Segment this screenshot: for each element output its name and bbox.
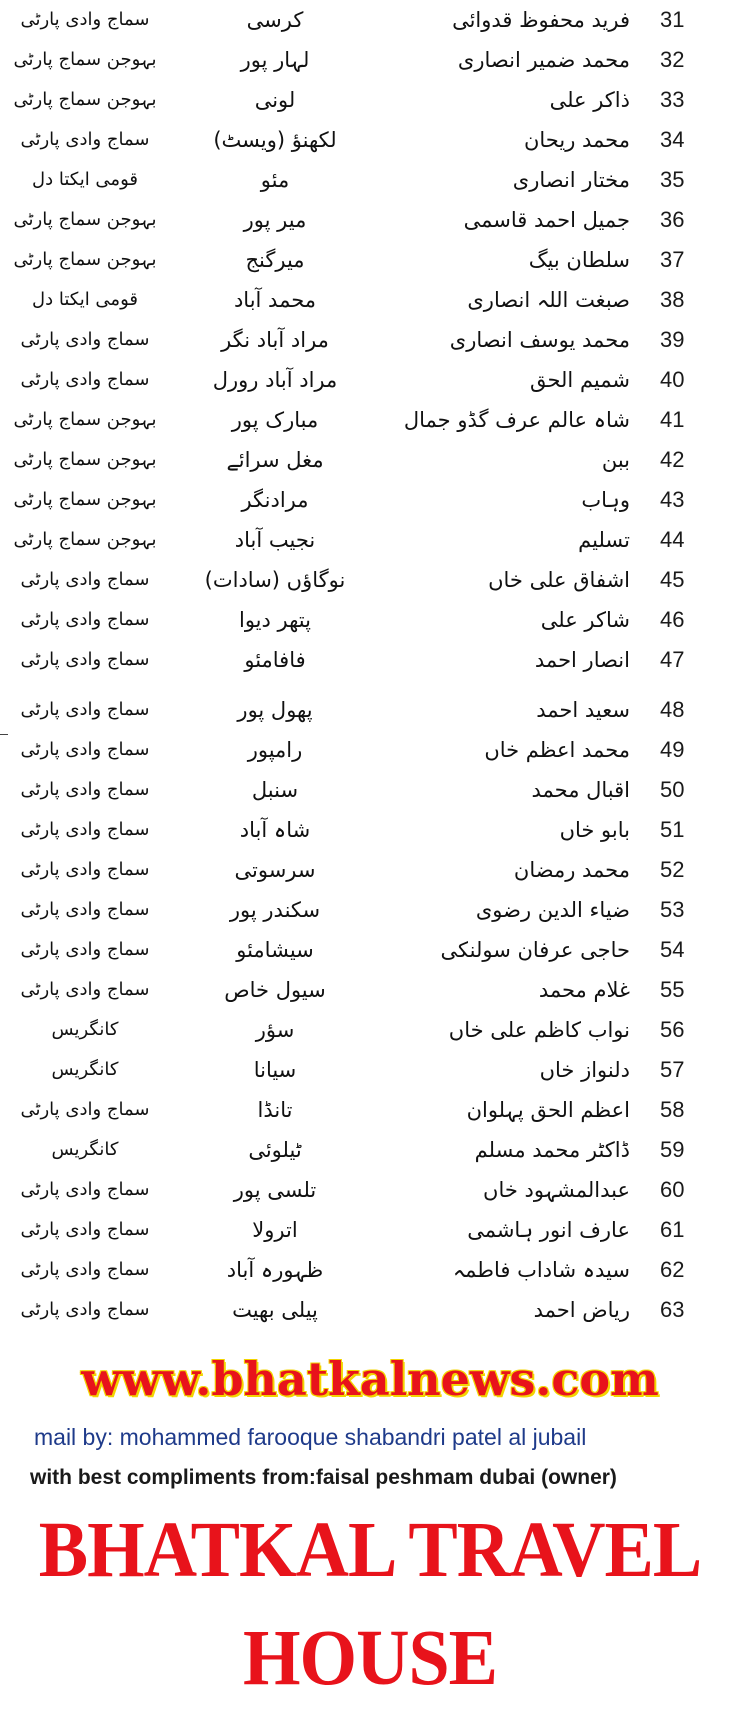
constituency-name: پتھر دیوا — [238, 608, 311, 632]
row-number: 49 — [660, 737, 685, 762]
candidate-name: محمد رمضان — [513, 858, 630, 882]
row-number: 56 — [660, 1017, 685, 1042]
brand-title: BHATKAL TRAVEL HOUSE — [38, 1505, 702, 1703]
constituency-name: پھول پور — [237, 698, 313, 722]
row-number: 43 — [660, 487, 685, 512]
table-row — [0, 1290, 740, 1330]
party-name: کانگریس — [51, 1139, 119, 1160]
table-row — [0, 160, 740, 200]
party-name: بہوجن سماج پارٹی — [13, 449, 157, 470]
candidate-name: مختار انصاری — [512, 168, 630, 192]
party-name: قومی ایکتا دل — [32, 169, 138, 190]
candidate-name: اشفاق علی خاں — [488, 568, 630, 592]
constituency-name: شاہ آباد — [239, 818, 311, 842]
candidate-name: جمیل احمد قاسمی — [463, 208, 630, 232]
constituency-name: ٹیلوئی — [248, 1138, 302, 1162]
table-row — [0, 1050, 740, 1090]
row-number: 57 — [660, 1057, 685, 1082]
row-number: 48 — [660, 697, 685, 722]
table-row — [0, 320, 740, 360]
table-row — [0, 560, 740, 600]
party-name: سماج وادی پارٹی — [20, 569, 150, 590]
table-row — [0, 520, 740, 560]
constituency-name: میر پور — [243, 208, 307, 232]
table-row — [0, 850, 740, 890]
party-name: بہوجن سماج پارٹی — [13, 529, 157, 550]
mail-credit: mail by: mohammed farooque shabandri patel al jubail — [34, 1424, 587, 1450]
constituency-name: ظہورہ آباد — [226, 1258, 324, 1282]
table-row — [0, 360, 740, 400]
table-row — [0, 970, 740, 1010]
table-row — [0, 480, 740, 520]
table-row — [0, 40, 740, 80]
party-name: سماج وادی پارٹی — [20, 779, 150, 800]
party-name: سماج وادی پارٹی — [20, 1299, 150, 1320]
party-name: سماج وادی پارٹی — [20, 899, 150, 920]
table-row — [0, 1170, 740, 1210]
row-number: 35 — [660, 167, 685, 192]
party-name: بہوجن سماج پارٹی — [13, 249, 157, 270]
constituency-name: لہار پور — [240, 48, 310, 72]
party-name: سماج وادی پارٹی — [20, 609, 150, 630]
constituency-name: تلسی پور — [233, 1178, 317, 1202]
party-name: سماج وادی پارٹی — [20, 939, 150, 960]
table-row — [0, 240, 740, 280]
row-number: 61 — [660, 1217, 685, 1242]
constituency-name: نوگاؤں (سادات) — [204, 568, 346, 592]
table-row — [0, 280, 740, 320]
table-row — [0, 600, 740, 640]
constituency-name: سیشامئو — [236, 938, 314, 962]
party-name: سماج وادی پارٹی — [20, 699, 150, 720]
table-row — [0, 730, 740, 770]
party-name: سماج وادی پارٹی — [20, 9, 150, 30]
candidate-name: اقبال محمد — [531, 778, 630, 802]
party-name: سماج وادی پارٹی — [20, 129, 150, 150]
candidate-name: عبدالمشہود خاں — [483, 1178, 630, 1202]
constituency-name: رامپور — [247, 738, 303, 762]
constituency-name: فافامئو — [244, 648, 306, 672]
row-gap — [0, 680, 740, 690]
party-name: بہوجن سماج پارٹی — [13, 209, 157, 230]
row-number: 55 — [660, 977, 685, 1002]
party-name: سماج وادی پارٹی — [20, 859, 150, 880]
table-row — [0, 1210, 740, 1250]
table-row — [0, 440, 740, 480]
row-number: 47 — [660, 647, 685, 672]
candidate-name: ذاکر علی — [549, 88, 630, 112]
party-name: سماج وادی پارٹی — [20, 329, 150, 350]
party-name: سماج وادی پارٹی — [20, 819, 150, 840]
row-number: 60 — [660, 1177, 685, 1202]
row-number: 52 — [660, 857, 685, 882]
party-name: بہوجن سماج پارٹی — [13, 409, 157, 430]
candidate-name: محمد اعظم خاں — [484, 738, 630, 762]
row-number: 32 — [660, 47, 685, 72]
party-name: قومی ایکتا دل — [32, 289, 138, 310]
candidate-name: شمیم الحق — [529, 368, 630, 392]
table-row — [0, 200, 740, 240]
row-number: 54 — [660, 937, 685, 962]
constituency-name: پیلی بھیت — [232, 1298, 318, 1322]
row-number: 44 — [660, 527, 685, 552]
table-row — [0, 640, 740, 680]
constituency-name: سنبل — [251, 778, 299, 802]
candidate-name: محمد ضمیر انصاری — [457, 48, 630, 72]
candidate-name: سعید احمد — [536, 698, 630, 722]
constituency-name: لونی — [254, 88, 296, 112]
candidate-name: ضیاء الدین رضوی — [475, 898, 630, 922]
party-name: سماج وادی پارٹی — [20, 739, 150, 760]
candidate-name: دلنواز خاں — [539, 1058, 630, 1082]
constituency-name: کرسی — [246, 8, 304, 32]
table-row — [0, 1250, 740, 1290]
candidate-name: تسلیم — [578, 528, 630, 552]
party-name: بہوجن سماج پارٹی — [13, 89, 157, 110]
table-row — [0, 0, 740, 40]
table-row — [0, 890, 740, 930]
constituency-name: مراد آباد نگر — [221, 328, 329, 352]
candidate-name: بابو خاں — [559, 818, 630, 842]
row-number: 41 — [660, 407, 685, 432]
candidate-name: غلام محمد — [538, 978, 630, 1002]
table-row — [0, 400, 740, 440]
row-number: 46 — [660, 607, 685, 632]
row-number: 40 — [660, 367, 685, 392]
constituency-name: مبارک پور — [231, 408, 319, 432]
constituency-name: مراد آباد رورل — [212, 368, 338, 392]
margin-tick — [0, 734, 8, 735]
party-name: کانگریس — [51, 1059, 119, 1080]
candidate-name: وہاب — [581, 488, 630, 512]
constituency-name: لکھنؤ (ویسٹ) — [213, 128, 337, 152]
constituency-name: سرسوتی — [234, 858, 316, 882]
row-number: 58 — [660, 1097, 685, 1122]
table-row — [0, 80, 740, 120]
candidate-name: ببن — [601, 448, 630, 472]
website-banner: www.bhatkalnews.com — [81, 1352, 659, 1406]
party-name: سماج وادی پارٹی — [20, 369, 150, 390]
party-name: سماج وادی پارٹی — [20, 1179, 150, 1200]
constituency-name: سکندر پور — [229, 898, 321, 922]
constituency-name: تانڈا — [257, 1098, 293, 1122]
candidate-name: عارف انور ہاشمی — [467, 1218, 630, 1242]
constituency-name: سیانا — [253, 1058, 297, 1082]
candidate-name: اعظم الحق پہلوان — [466, 1098, 630, 1122]
candidate-name: محمد ریحان — [523, 128, 630, 152]
candidate-name: نواب کاظم علی خاں — [448, 1018, 630, 1042]
candidate-name: شاہ عالم عرف گڈو جمال — [403, 408, 630, 432]
table-row — [0, 810, 740, 850]
row-number: 36 — [660, 207, 685, 232]
candidate-name: صبغت اللہ انصاری — [467, 288, 630, 312]
constituency-name: نجیب آباد — [234, 528, 316, 552]
party-name: سماج وادی پارٹی — [20, 1099, 150, 1120]
row-number: 42 — [660, 447, 685, 472]
candidate-name: محمد یوسف انصاری — [449, 328, 630, 352]
party-name: سماج وادی پارٹی — [20, 1259, 150, 1280]
candidate-name: فرید محفوظ قدوائی — [452, 8, 630, 32]
candidate-name: سلطان بیگ — [528, 248, 630, 272]
row-number: 51 — [660, 817, 685, 842]
row-number: 39 — [660, 327, 685, 352]
candidate-name: شاکر علی — [540, 608, 630, 632]
constituency-name: اترولا — [252, 1218, 298, 1242]
constituency-name: مغل سرائے — [226, 448, 324, 472]
party-name: سماج وادی پارٹی — [20, 1219, 150, 1240]
party-name: سماج وادی پارٹی — [20, 979, 150, 1000]
constituency-name: سیول خاص — [224, 978, 326, 1002]
table-row — [0, 1130, 740, 1170]
row-number: 45 — [660, 567, 685, 592]
party-name: سماج وادی پارٹی — [20, 649, 150, 670]
table-row — [0, 120, 740, 160]
constituency-name: مئو — [260, 168, 290, 192]
table-row — [0, 1010, 740, 1050]
row-number: 63 — [660, 1297, 685, 1322]
row-number: 37 — [660, 247, 685, 272]
candidate-name: ڈاکٹر محمد مسلم — [474, 1138, 630, 1162]
compliments-line: with best compliments from:faisal peshmam dubai (owner) — [30, 1466, 617, 1489]
candidate-name: انصار احمد — [534, 648, 630, 672]
party-name: بہوجن سماج پارٹی — [13, 49, 157, 70]
candidate-name: سیدہ شاداب فاطمہ — [452, 1258, 630, 1282]
row-number: 50 — [660, 777, 685, 802]
row-number: 38 — [660, 287, 685, 312]
candidate-name: ریاض احمد — [533, 1298, 630, 1322]
row-number: 31 — [660, 7, 685, 32]
row-number: 34 — [660, 127, 685, 152]
row-number: 53 — [660, 897, 685, 922]
table-row — [0, 930, 740, 970]
constituency-name: محمد آباد — [233, 288, 317, 312]
party-name: بہوجن سماج پارٹی — [13, 489, 157, 510]
table-row — [0, 770, 740, 810]
constituency-name: مرادنگر — [241, 488, 309, 512]
party-name: کانگریس — [51, 1019, 119, 1040]
row-number: 33 — [660, 87, 685, 112]
row-number: 59 — [660, 1137, 685, 1162]
table-row — [0, 1090, 740, 1130]
constituency-name: سؤر — [255, 1018, 295, 1042]
table-row — [0, 690, 740, 730]
candidate-name: حاجی عرفان سولنکی — [440, 938, 630, 962]
row-number: 62 — [660, 1257, 685, 1282]
constituency-name: میرگنج — [245, 248, 305, 272]
